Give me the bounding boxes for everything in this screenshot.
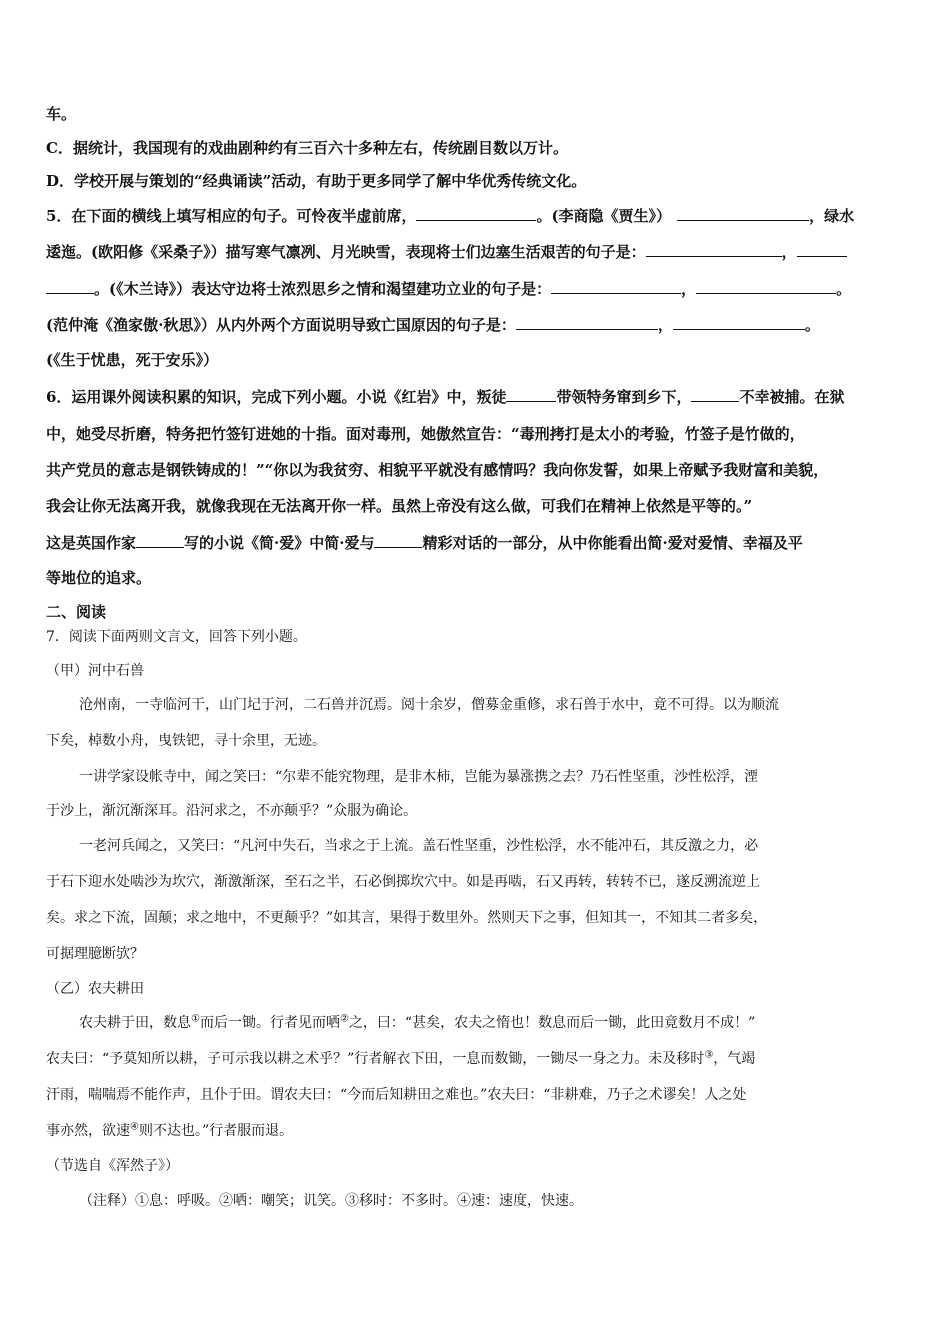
answer-blank bbox=[516, 314, 658, 330]
q5-text-f: 。(《木兰诗》）表达守边将士浓烈思乡之情和渴望建功立业的句子是： bbox=[94, 280, 552, 298]
question-6-line-1 bbox=[46, 386, 844, 407]
question-6-line-5 bbox=[46, 532, 803, 553]
footnote-marker: ② bbox=[339, 1013, 349, 1025]
answer-blank bbox=[46, 278, 94, 294]
yi-text: ，气竭 bbox=[713, 1051, 756, 1067]
question-6-line-3: 共产党员的意志是钢铁铸成的！”“你以为我贫穷、相貌平平就没有感情吗？我向你发誓，如果上帝赋予我财富和美貌， bbox=[46, 461, 829, 479]
answer-blank bbox=[416, 205, 536, 221]
answer-blank bbox=[374, 532, 422, 548]
yi-text: 之，曰：“甚矣，农夫之惰也！数息而后一锄，此田竟数月不成！” bbox=[348, 1015, 756, 1031]
q5-text-i: (范仲淹《渔家傲·秋思》）从内外两个方面说明导致亡国原因的句子是： bbox=[46, 316, 516, 334]
question-6-line-2: 中，她受尽折磨，特务把竹签钉进她的十指。面对毒刑，她傲然宣告：“毒刑拷打是太小的考验，竹签子是竹做的， bbox=[46, 425, 805, 443]
yi-text: 而后一锄。行者见而哂 bbox=[199, 1015, 340, 1031]
yi-text: 事亦然，欲速 bbox=[46, 1123, 130, 1139]
passage-yi-line-1 bbox=[79, 1013, 755, 1033]
q6-text-a2: 带领特务窜到乡下， bbox=[556, 388, 692, 406]
answer-blank bbox=[136, 532, 184, 548]
answer-blank bbox=[646, 241, 782, 257]
q6-text-a3: 不幸被捕。在狱 bbox=[739, 388, 845, 406]
passage-yi-title: （乙）农夫耕田 bbox=[46, 981, 144, 997]
q5-text-a: 5．在下面的横线上填写相应的句子。可怜夜半虚前席， bbox=[46, 207, 417, 225]
q5-text-d: 逶迤。(欧阳修《采桑子》）描写寒气凛冽、月光映雪，表现将士们边塞生活艰苦的句子是： bbox=[46, 243, 646, 261]
option-c: C．据统计，我国现有的戏曲剧种约有三百六十多种左右，传统剧目数以万计。 bbox=[46, 139, 568, 157]
passage-yi-source: （节选自《浑然子》） bbox=[46, 1158, 179, 1174]
passage-jia-p3-line-3: 矣。求之下流，固颠；求之地中，不更颠乎？”如其言，果得于数里外。然则天下之事，但知其一，不知其二者多矣， bbox=[46, 910, 768, 926]
passage-jia-p1-line-1: 沧州南，一寺临河干，山门圮于河，二石兽并沉焉。阅十余岁，僧募金重修，求石兽于水中，竟不可得。以为顺流 bbox=[79, 697, 779, 713]
passage-yi-line-3: 汗雨，喘喘焉不能作声，且仆于田。谓农夫曰：“今而后知耕田之难也。”农夫曰：“非耕难，乃子之术谬矣！人之处 bbox=[46, 1087, 747, 1103]
q6-text-e2: 写的小说《简·爱》中简·爱与 bbox=[184, 534, 375, 552]
passage-jia-p2-line-1: 一讲学家设帐寺中，闻之笑曰：“尔辈不能究物理，是非木柿，岂能为暴涨携之去？乃石性坚重，沙性松浮，湮 bbox=[79, 769, 759, 785]
q5-text-b: 。(李商隐《贾生》） bbox=[536, 207, 672, 225]
yi-text: 农夫曰：“予莫知所以耕，子可示我以耕之术乎？”行者解衣下田，一息而数锄，一锄尽一身之力。未及移时 bbox=[46, 1051, 705, 1067]
footnote-marker: ④ bbox=[130, 1121, 139, 1133]
footnote-marker: ③ bbox=[704, 1049, 714, 1061]
passage-jia-p3-line-4: 可据理臆断欤？ bbox=[46, 946, 144, 962]
answer-blank bbox=[673, 314, 805, 330]
q5-text-h: 。 bbox=[836, 280, 852, 298]
option-d: D．学校开展与策划的“经典诵读”活动，有助于更多同学了解中华优秀传统文化。 bbox=[46, 172, 587, 190]
q6-text-a1: 6．运用课外阅读积累的知识，完成下列小题。小说《红岩》中，叛徒 bbox=[46, 388, 507, 406]
passage-yi-line-2 bbox=[46, 1049, 755, 1069]
line-1: 车。 bbox=[46, 105, 77, 123]
passage-jia-p3-line-2: 于石下迎水处啮沙为坎穴，渐激渐深，至石之半，石必倒掷坎穴中。如是再啮，石又再转，转转不已，遂反溯流逆上 bbox=[46, 874, 760, 890]
yi-text: 则不达也。”行者服而退。 bbox=[138, 1123, 294, 1139]
passage-yi-notes: （注释）①息：呼吸。②哂：嘲笑；讥笑。③移时：不多时。④速：速度，快速。 bbox=[79, 1193, 583, 1209]
answer-blank bbox=[506, 386, 556, 402]
q5-text-k: 。 bbox=[804, 316, 820, 334]
footnote-marker: ① bbox=[191, 1013, 200, 1025]
yi-text: 农夫耕于田，数息 bbox=[79, 1015, 191, 1031]
question-6-line-6: 等地位的追求。 bbox=[46, 569, 152, 587]
question-5-line-4 bbox=[46, 314, 820, 335]
question-5-line-5: (《生于忧患，死于安乐》） bbox=[46, 351, 219, 369]
q6-text-e1: 这是英国作家 bbox=[46, 534, 137, 552]
q6-text-e3: 精彩对话的一部分，从中你能看出简·爱对爱情、幸福及平 bbox=[422, 534, 803, 552]
answer-blank bbox=[691, 386, 739, 402]
answer-blank bbox=[797, 241, 847, 257]
q5-text-g: ， bbox=[681, 280, 697, 298]
answer-blank bbox=[677, 205, 809, 221]
question-5-line-2 bbox=[46, 241, 847, 262]
section-2-heading: 二、阅读 bbox=[46, 603, 107, 621]
question-5-line-3 bbox=[46, 278, 851, 299]
q5-text-c: ，绿水 bbox=[809, 207, 855, 225]
passage-jia-p2-line-2: 于沙上，渐沉渐深耳。沿河求之，不亦颠乎？”众服为确论。 bbox=[46, 803, 418, 819]
passage-jia-title: （甲）河中石兽 bbox=[46, 663, 144, 679]
q5-text-j: ， bbox=[657, 316, 673, 334]
passage-jia-p3-line-1: 一老河兵闻之，又笑曰：“凡河中失石，当求之于上流。盖石性坚重，沙性松浮，水不能冲石，其反激之力，必 bbox=[79, 838, 759, 854]
question-7-prompt: 7．阅读下面两则文言文，回答下列小题。 bbox=[46, 629, 307, 645]
q5-text-e: ， bbox=[781, 243, 797, 261]
answer-blank bbox=[696, 278, 836, 294]
passage-jia-p1-line-2: 下矣，棹数小舟，曳铁钯，寻十余里，无迹。 bbox=[46, 733, 326, 749]
question-6-line-4: 我会让你无法离开我，就像我现在无法离开你一样。虽然上帝没有这么做，可我们在精神上依然是平等的。” bbox=[46, 497, 753, 515]
answer-blank bbox=[551, 278, 681, 294]
passage-yi-line-4 bbox=[46, 1121, 293, 1141]
question-5-line-1 bbox=[46, 205, 854, 226]
